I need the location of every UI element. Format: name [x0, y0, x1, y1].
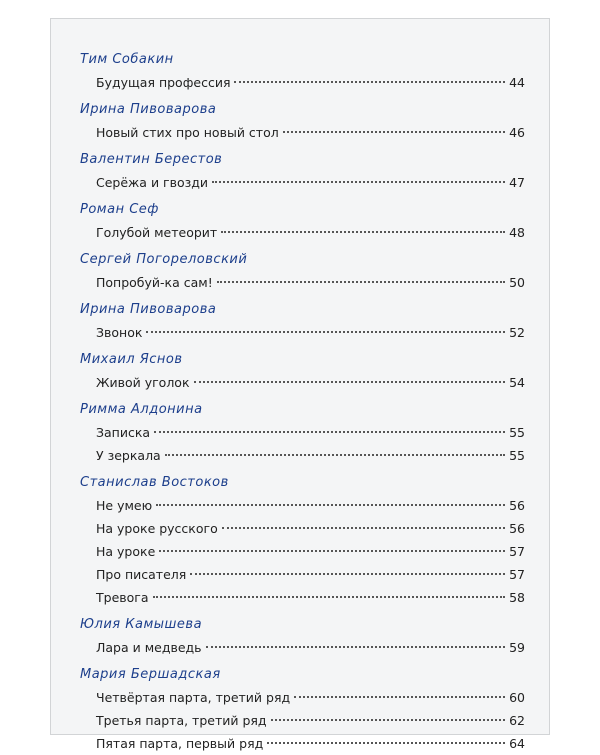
page-number: 48 [509, 225, 525, 240]
dot-leader [221, 231, 505, 233]
dot-leader [190, 573, 505, 575]
toc-entry[interactable] [96, 444, 525, 467]
entry-title: Новый стих про новый стол [96, 125, 279, 140]
entry-title: Серёжа и гвозди [96, 175, 209, 190]
page-number: 58 [509, 590, 525, 605]
page-number: 50 [509, 275, 525, 290]
dot-leader [194, 381, 506, 383]
page-number: 64 [509, 736, 525, 751]
page-number: 56 [509, 498, 525, 513]
page-number: 46 [509, 125, 525, 140]
page-number: 60 [509, 690, 525, 705]
entry-title: Записка [96, 425, 151, 440]
toc-entry[interactable] [96, 732, 525, 755]
toc-entry[interactable] [96, 421, 525, 444]
dot-leader [271, 719, 505, 721]
page-number: 56 [509, 521, 525, 536]
dot-leader [283, 131, 505, 133]
author-name: Валентин Берестов [80, 152, 223, 167]
entry-title: Про писателя [96, 567, 187, 582]
dot-leader [217, 281, 505, 283]
author-name: Ирина Пивоварова [80, 302, 217, 317]
page-number: 57 [509, 567, 525, 582]
author-name: Ирина Пивоварова [80, 102, 217, 117]
dot-leader [153, 596, 505, 598]
dot-leader [267, 742, 505, 744]
toc-entry[interactable] [96, 586, 525, 609]
toc-entry[interactable] [96, 709, 525, 732]
entry-title: На уроке русского [96, 521, 218, 536]
entry-title: Попробуй-ка сам! [96, 275, 213, 290]
author-name: Станислав Востоков [80, 475, 229, 490]
toc-entry[interactable] [96, 121, 525, 144]
page-number: 44 [509, 75, 525, 90]
toc-entry[interactable] [96, 71, 525, 94]
page-number: 62 [509, 713, 525, 728]
entry-title: Звонок [96, 325, 143, 340]
entry-title: У зеркала [96, 448, 161, 463]
toc-entry[interactable] [96, 221, 525, 244]
entry-title: Лара и медведь [96, 640, 202, 655]
dot-leader [146, 331, 505, 333]
toc-entry[interactable] [96, 563, 525, 586]
toc-entry[interactable] [96, 321, 525, 344]
author-name: Сергей Погореловский [80, 252, 248, 267]
author-name: Мария Бершадская [80, 667, 221, 682]
dot-leader [165, 454, 505, 456]
dot-leader [159, 550, 505, 552]
toc-entry[interactable] [96, 517, 525, 540]
page-number: 47 [509, 175, 525, 190]
dot-leader [212, 181, 505, 183]
author-name: Тим Собакин [80, 52, 174, 67]
dot-leader [206, 646, 505, 648]
toc-entry[interactable] [96, 371, 525, 394]
author-name: Михаил Яснов [80, 352, 183, 367]
entry-title: Не умею [96, 498, 153, 513]
dot-leader [222, 527, 505, 529]
dot-leader [234, 81, 505, 83]
author-name: Римма Алдонина [80, 402, 203, 417]
toc-entry[interactable] [96, 636, 525, 659]
entry-title: Четвёртая парта, третий ряд [96, 690, 291, 705]
entry-title: На уроке [96, 544, 156, 559]
page-number: 52 [509, 325, 525, 340]
toc-entry[interactable] [96, 494, 525, 517]
entry-title: Живой уголок [96, 375, 190, 390]
page-number: 55 [509, 448, 525, 463]
author-name: Роман Сеф [80, 202, 159, 217]
page-number: 55 [509, 425, 525, 440]
page-number: 54 [509, 375, 525, 390]
toc-entry[interactable] [96, 271, 525, 294]
table-of-contents [80, 49, 525, 755]
entry-title: Третья парта, третий ряд [96, 713, 267, 728]
toc-entry[interactable] [96, 686, 525, 709]
page-number: 57 [509, 544, 525, 559]
book-page [50, 18, 550, 751]
entry-title: Тревога [96, 590, 149, 605]
dot-leader [154, 431, 505, 433]
entry-title: Пятая парта, первый ряд [96, 736, 264, 751]
author-name: Юлия Камышева [80, 617, 203, 632]
entry-title: Будущая профессия [96, 75, 231, 90]
toc-entry[interactable] [96, 540, 525, 563]
dot-leader [294, 696, 505, 698]
toc-entry[interactable] [96, 171, 525, 194]
entry-title: Голубой метеорит [96, 225, 218, 240]
dot-leader [156, 504, 505, 506]
page-number: 59 [509, 640, 525, 655]
